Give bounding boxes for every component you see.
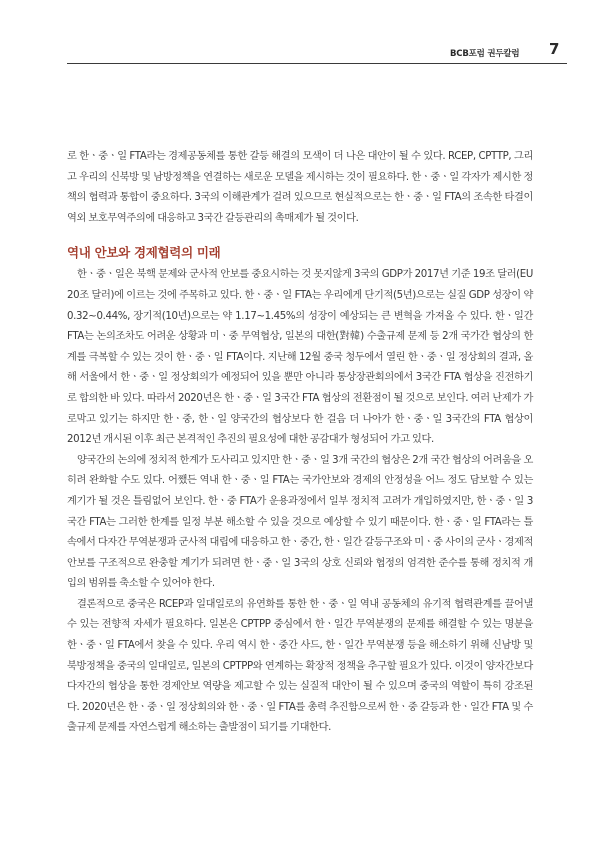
intro-paragraph: 로 한ㆍ중ㆍ일 FTA라는 경제공동체를 통한 갈등 해결의 모색이 더 나은 대안이 될 수 있다. RCEP, CPTTP, 그리고 우리의 신북방 및 남방정책을 연결하는 새로운 모델을 제시하는 것이 필요하다. 한ㆍ중ㆍ일 각자가 제시한 정책의 협력과 통합이 중요하다. 3국의 이해관계가 걸려 있으므로 현실적으로는 한ㆍ중ㆍ일 FTA의 조속한 타결이 역외 보호무역주의에 대응하고 3국간 갈등관리의 촉매제가 될 것이다. <box>67 151 533 224</box>
body-paragraph-1: 한ㆍ중ㆍ일은 북핵 문제와 군사적 안보를 중요시하는 것 못지않게 3국의 GDP가 2017년 기준 19조 달러(EU 20조 달러)에 이르는 것에 주목하고 있다. 한ㆍ중ㆍ일 FTA는 우리에게 단기적(5년)으로는 실질 GDP 성장이 약 0.32~0.44%, 장기적(10년)으로는 약 1.17~1.45%의 성장이 예상되는 큰 변혁을 가져올 수 있다. 한ㆍ일간 FTA는 논의조차도 어려운 상황과 미ㆍ중 무역협상, 일본의 대한(對韓) 수출규제 문제 등 2개 국가간 협상의 한계를 극복할 수 있는 것이 한ㆍ중ㆍ일 FTA이다. 지난해 12월 중국 청두에서 열린 한ㆍ중ㆍ일 정상회의 결과, 올해 서울에서 한ㆍ중ㆍ일 정상회의가 예정되어 있을 뿐만 아니라 통상장관회의에서 3국간 FTA 협상을 진전하기로 합의한 바 있다. 따라서 2020년은 한ㆍ중ㆍ일 3국간 FTA 협상의 전환점이 될 것으로 보인다. 여러 난제가 가로막고 있기는 하지만 한ㆍ중, 한ㆍ일 양국간의 협상보다 한 걸음 더 나아가 한ㆍ중ㆍ일 3국간의 FTA 협상이 2012년 개시된 이후 최근 본격적인 추진의 필요성에 대한 공감대가 형성되어 가고 있다. <box>67 269 533 446</box>
body-paragraph-3: 결론적으로 중국은 RCEP과 일대일로의 유연화를 통한 한ㆍ중ㆍ일 역내 공동체의 유기적 협력관계를 끌어낼 수 있는 전향적 자세가 필요하다. 일본은 CPTPP 중심에서 한ㆍ일간 무역분쟁의 문제를 해결할 수 있는 명분을 한ㆍ중ㆍ일 FTA에서 찾을 수 있다. 우리 역시 한ㆍ중간 사드, 한ㆍ일간 무역분쟁 등을 해소하기 위해 신남방 및 북방정책을 중국의 일대일로, 일본의 CPTPP와 연계하는 확장적 정책을 추구할 필요가 있다. 이것이 양자간보다 다자간의 협상을 통한 경제안보 역량을 제고할 수 있는 실질적 대안이 될 수 있으며 중국의 역할이 특히 강조된다. 2020년은 한ㆍ중ㆍ일 정상회의와 한ㆍ중ㆍ일 FTA를 총력 추진함으로써 한ㆍ중 갈등과 한ㆍ일간 FTA 및 수출규제 문제를 자연스럽게 해소하는 출발점이 되기를 기대한다. <box>67 598 533 734</box>
page-number: 7 <box>549 40 560 58</box>
header-divider <box>67 63 567 64</box>
section-heading: 역내 안보와 경제협력의 미래 <box>67 245 221 261</box>
running-header-title: BCB포럼 권두칼럼 <box>450 49 520 59</box>
body-paragraph-2: 양국간의 논의에 정치적 한계가 도사리고 있지만 한ㆍ중ㆍ일 3개 국간의 협상은 2개 국간 협상의 어려움을 오히려 완화할 수도 있다. 어쨌든 역내 한ㆍ중ㆍ일 FTA는 국가안보와 경제의 안정성을 어느 정도 담보할 수 있는 계기가 될 것은 틀림없어 보인다. 한ㆍ중 FTA가 운용과정에서 일부 정치적 고려가 개입하였지만, 한ㆍ중ㆍ일 3국간 FTA는 그러한 한계를 일정 부분 해소할 수 있을 것으로 예상할 수 있기 때문이다. 한ㆍ중ㆍ일 FTA라는 틀 속에서 다자간 무역분쟁과 군사적 대립에 대응하고 한ㆍ중간, 한ㆍ일간 갈등구조와 미ㆍ중 사이의 군사ㆍ경제적 안보를 구조적으로 완충할 계기가 되려면 한ㆍ중ㆍ일 3국의 상호 신뢰와 협정의 엄격한 준수를 통해 정치적 개입의 범위를 축소할 수 있어야 한다. <box>67 454 533 590</box>
article-body <box>67 147 533 739</box>
